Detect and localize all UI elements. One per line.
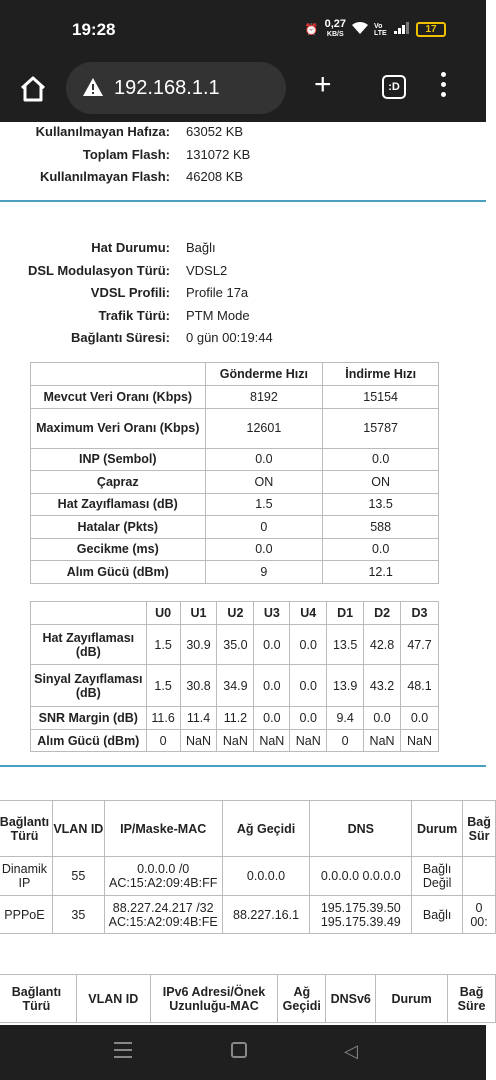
table-cell: Bağlı Değil [412,857,463,896]
table-cell: 30.9 [180,625,217,665]
system-navigation-bar [0,1025,486,1080]
table-cell: 1.5 [146,625,180,665]
row-label: PPPoE [0,896,52,934]
info-value: Bağlı [186,240,216,255]
info-label: Trafik Türü: [98,307,170,323]
table-cell: 55 [52,857,104,896]
column-header: Durum [376,975,448,1023]
info-label: Toplam Flash: [82,146,170,162]
table-cell: 15787 [323,408,439,448]
address-bar[interactable] [66,62,286,114]
info-value: Profile 17a [186,285,249,300]
table-cell: 0.0 [205,448,323,471]
table-cell: NaN [401,730,439,752]
row-label: Sinyal Zayıflaması (dB) [31,665,147,707]
info-value: 63052 KB [186,124,244,139]
column-header: D1 [327,602,364,625]
new-tab-icon[interactable]: + [314,68,332,101]
table-cell: 1.5 [146,665,180,707]
status-bar [0,0,486,58]
table-cell: Bağlı [412,896,463,934]
home-icon[interactable] [18,74,48,104]
table-cell: NaN [180,730,217,752]
band-table [30,601,439,752]
column-header: D3 [401,602,439,625]
column-header: Bağlantı Türü [0,801,52,857]
column-header: Bağlantı Türü [0,975,76,1023]
info-value: 0 gün 00:19:44 [186,330,273,345]
row-label: Hat Zayıflaması (dB) [31,625,147,665]
column-header: Bağ Süre [448,975,496,1023]
back-icon[interactable]: ◁ [344,1041,358,1061]
table-cell [463,857,496,896]
table-cell: NaN [290,730,327,752]
column-header: Durum [412,801,463,857]
table-row [31,386,439,409]
signal-icon [394,22,410,37]
table-header-row [0,801,496,857]
page-content [0,122,491,1025]
table-row [0,857,496,896]
row-label: Dinamik IP [0,857,52,896]
volte-indicator: Vo LTE [374,22,387,37]
row-label: Hatalar (Pkts) [31,516,206,539]
table-cell: 0.0 [290,707,327,730]
row-label: Alım Gücü (dBm) [31,561,206,584]
table-cell: 13.5 [323,493,439,516]
table-cell: 12.1 [323,561,439,584]
info-label: VDSL Profili: [90,285,170,300]
browser-toolbar [0,58,486,122]
column-header: U3 [254,602,290,625]
info-label: Kullanılmayan Flash: [39,169,170,184]
column-header: IPv6 Adresi/Önek Uzunluğu-MAC [150,975,278,1023]
row-label: Gecikme (ms) [31,538,206,561]
column-header: İndirme Hızı [323,363,439,386]
recent-apps-icon[interactable] [114,1042,132,1060]
table-cell: 35.0 [217,625,254,665]
ipv6-connections-table [0,974,496,1023]
row-label: Alım Gücü (dBm) [31,730,147,752]
table-row [31,408,439,448]
wan-connections-table [0,800,496,934]
column-header: VLAN ID [52,801,104,857]
column-header: U4 [290,602,327,625]
table-cell: 0.0.0.0 [222,857,310,896]
row-label: Çapraz [31,471,206,494]
table-row [31,471,439,494]
info-value: 131072 KB [186,146,251,162]
table-cell: 11.2 [217,707,254,730]
table-row [31,707,439,730]
table-row [31,516,439,539]
table-cell: ON [323,471,439,494]
table-cell: 0 [327,730,364,752]
network-speed: 0,27 KB/S [324,18,346,38]
rate-table [30,362,439,584]
table-header-row [0,975,496,1023]
table-cell: 13.5 [327,625,364,665]
table-cell: 43.2 [364,665,401,707]
table-header-row [31,602,439,625]
table-cell: 42.8 [364,625,401,665]
table-cell: 0.0 [323,538,439,561]
table-cell: 0.0 [323,448,439,471]
column-header [31,363,206,386]
table-cell: 12601 [205,408,323,448]
not-secure-warning-icon[interactable] [82,77,104,102]
column-header: U1 [180,602,217,625]
table-cell: NaN [254,730,290,752]
row-label: SNR Margin (dB) [31,707,147,730]
table-cell: 11.6 [146,707,180,730]
table-row [31,493,439,516]
table-row [31,448,439,471]
table-row [31,665,439,707]
info-value: 46208 KB [186,169,244,184]
column-header: Bağ Sür [463,801,496,857]
table-cell: NaN [217,730,254,752]
info-value: PTM Mode [186,307,250,323]
info-label: Kullanılmayan Hafıza: [35,124,170,139]
table-cell: 0.0 [254,665,290,707]
column-header: VLAN ID [76,975,150,1023]
table-cell: 0.0.0.0 0.0.0.0 [310,857,412,896]
table-cell: 0.0.0.0 /0 AC:15:A2:09:4B:FF [104,857,222,896]
table-cell: 8192 [205,386,323,409]
divider [0,765,486,767]
battery-icon: 17 [416,22,446,37]
info-label: DSL Modulasyon Türü: [27,262,170,278]
menu-icon[interactable] [440,72,448,102]
url-text[interactable]: 192.168.1.1 [114,77,220,99]
table-cell: 0.0 [364,707,401,730]
column-header: U0 [146,602,180,625]
column-header: Ağ Geçidi [222,801,310,857]
table-cell: 0.0 [401,707,439,730]
column-header: DNSv6 [326,975,376,1023]
table-cell: 0.0 [290,665,327,707]
table-cell: 35 [52,896,104,934]
table-cell: 1.5 [205,493,323,516]
row-label: Mevcut Veri Oranı (Kbps) [31,386,206,409]
alarm-icon: ⏰ [304,24,319,36]
table-cell: NaN [364,730,401,752]
table-row [0,896,496,934]
column-header: Ağ Geçidi [278,975,326,1023]
table-row [31,538,439,561]
wifi-icon [352,22,368,37]
table-cell: 588 [323,516,439,539]
table-cell: 47.7 [401,625,439,665]
table-cell: 0.0 [290,625,327,665]
table-header-row [31,363,439,386]
column-header: U2 [217,602,254,625]
table-cell: 34.9 [217,665,254,707]
table-cell: 0 00: [463,896,496,934]
table-cell: ON [205,471,323,494]
column-header: Gönderme Hızı [205,363,323,386]
table-cell: 0.0 [205,538,323,561]
table-cell: 48.1 [401,665,439,707]
home-nav-icon[interactable] [231,1042,247,1058]
divider [0,200,486,202]
table-cell: 88.227.16.1 [222,896,310,934]
table-cell: 88.227.24.217 /32 AC:15:A2:09:4B:FE [104,896,222,934]
clock: 19:28 [72,20,116,39]
table-cell: 13.9 [327,665,364,707]
table-cell: 0.0 [254,625,290,665]
table-row [31,625,439,665]
column-header: D2 [364,602,401,625]
column-header: IP/Maske-MAC [104,801,222,857]
info-label: Bağlantı Süresi: [71,330,170,345]
row-label: Hat Zayıflaması (dB) [31,493,206,516]
info-label: Hat Durumu: [91,240,170,255]
table-cell: 0 [205,516,323,539]
table-cell: 195.175.39.50 195.175.39.49 [310,896,412,934]
column-header [31,602,147,625]
table-cell: 11.4 [180,707,217,730]
table-row [31,730,439,752]
table-cell: 15154 [323,386,439,409]
table-cell: 9.4 [327,707,364,730]
table-cell: 9 [205,561,323,584]
tab-switcher-button[interactable]: :D [382,75,406,99]
column-header: DNS [310,801,412,857]
table-row [31,561,439,584]
row-label: INP (Sembol) [31,448,206,471]
table-cell: 30.8 [180,665,217,707]
row-label: Maximum Veri Oranı (Kbps) [31,408,206,448]
table-cell: 0 [146,730,180,752]
table-cell: 0.0 [254,707,290,730]
info-value: VDSL2 [186,262,228,278]
status-icons [305,20,446,39]
